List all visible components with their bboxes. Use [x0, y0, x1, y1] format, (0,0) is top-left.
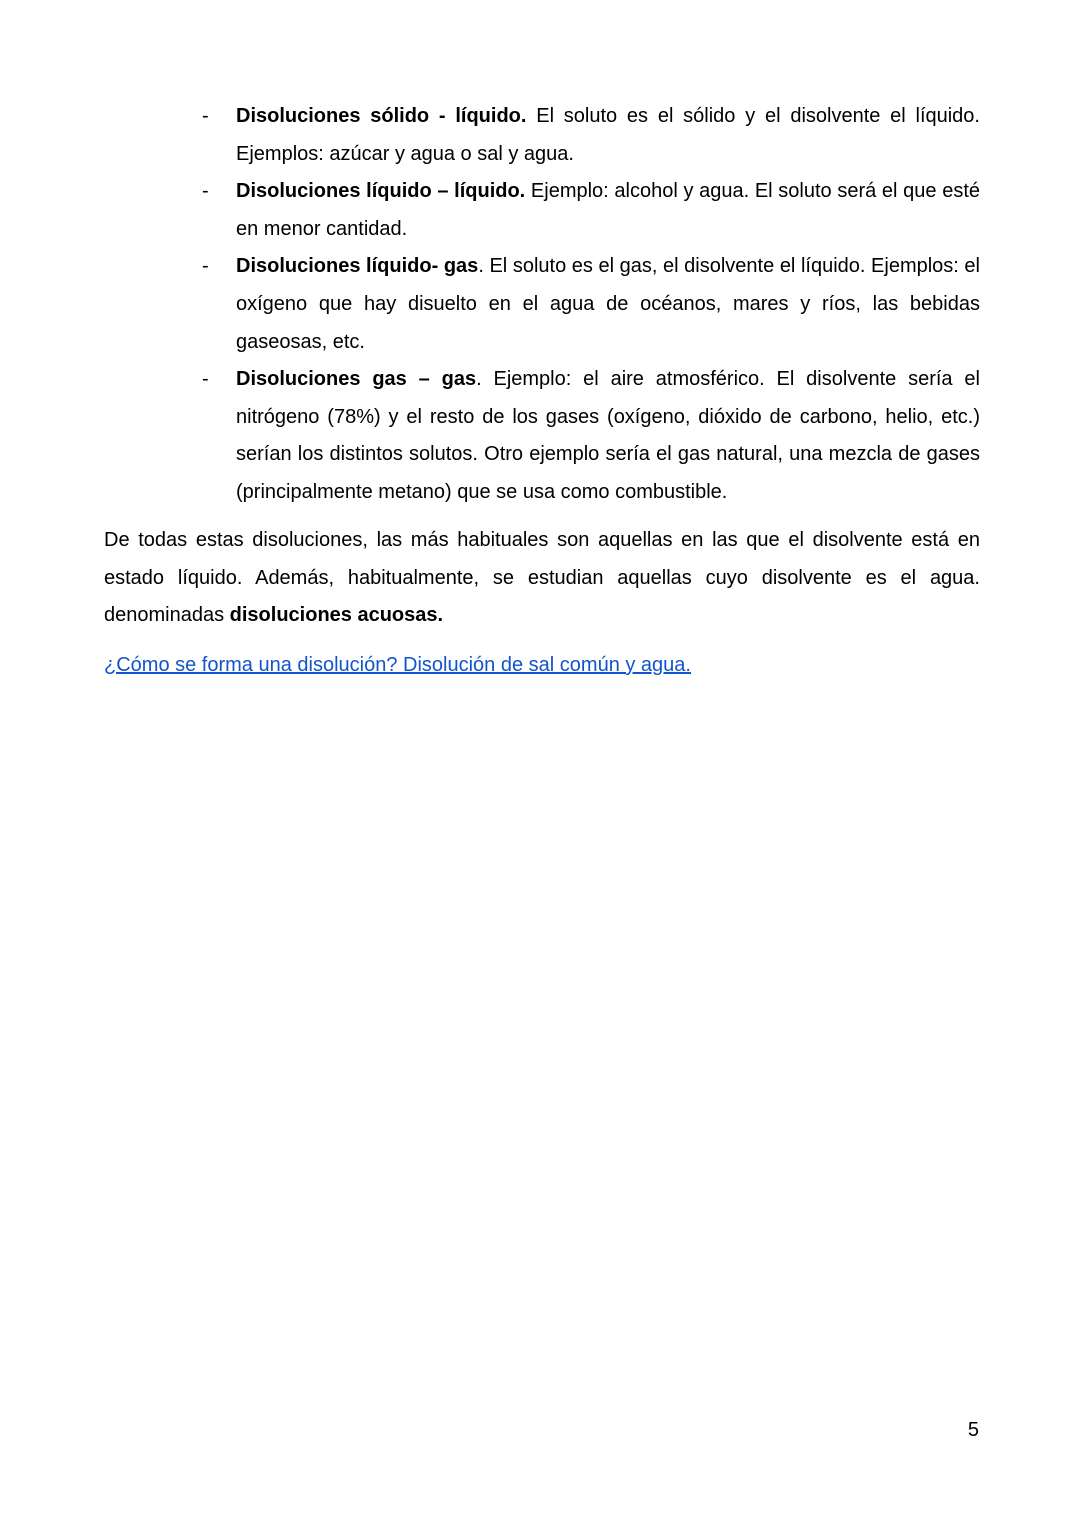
list-item-text: Ejemplo: alcohol y agua. El soluto será el que esté en menor cantidad. — [236, 180, 980, 240]
list-item-term: Disoluciones líquido- gas — [236, 255, 479, 278]
summary-paragraph — [104, 522, 980, 635]
summary-bold-term: disoluciones acuosas. — [229, 604, 444, 627]
list-item-term: Disoluciones sólido - líquido. — [236, 105, 527, 127]
list-bullet: - — [202, 180, 209, 203]
summary-text: De todas estas disoluciones, las más habituales son aquellas en las que el disolvente está en estado líquido. Además, habitualmente, se estudian aquellas cuyo disolvente es el agua. denominadas — [104, 529, 980, 627]
list-bullet: - — [202, 255, 209, 278]
solution-types-list — [200, 98, 980, 512]
list-item-term: Disoluciones líquido – líquido. — [236, 180, 526, 203]
list-item-solid-liquid — [200, 98, 980, 173]
page-number: 5 — [967, 1419, 979, 1441]
list-item-liquid-liquid — [200, 173, 980, 248]
list-item-text: El soluto es el sólido y el disolvente el líquido. Ejemplos: azúcar y agua o sal y agua. — [236, 105, 980, 165]
list-item-text: . El soluto es el gas, el disolvente el líquido. Ejemplos: el oxígeno que hay disuelto en el agua de océanos, mares y ríos, las bebidas gaseosas, etc. — [236, 255, 981, 353]
list-item-liquid-gas — [200, 248, 980, 361]
list-item-term: Disoluciones gas – gas — [236, 368, 477, 391]
list-bullet: - — [202, 368, 209, 391]
list-item-text: . Ejemplo: el aire atmosférico. El disolvente sería el nitrógeno (78%) y el resto de los gases (oxígeno, dióxido de carbono, helio, etc.) serían los distintos solutos. Otro ejemplo sería el gas natural, una mezcla de gases (principalmente metano) que se usa como combustible. — [236, 368, 980, 503]
video-link[interactable]: ¿Cómo se forma una disolución? Disolución de sal común y agua. — [104, 654, 691, 676]
list-item-gas-gas — [200, 361, 980, 511]
list-bullet: - — [202, 105, 209, 127]
